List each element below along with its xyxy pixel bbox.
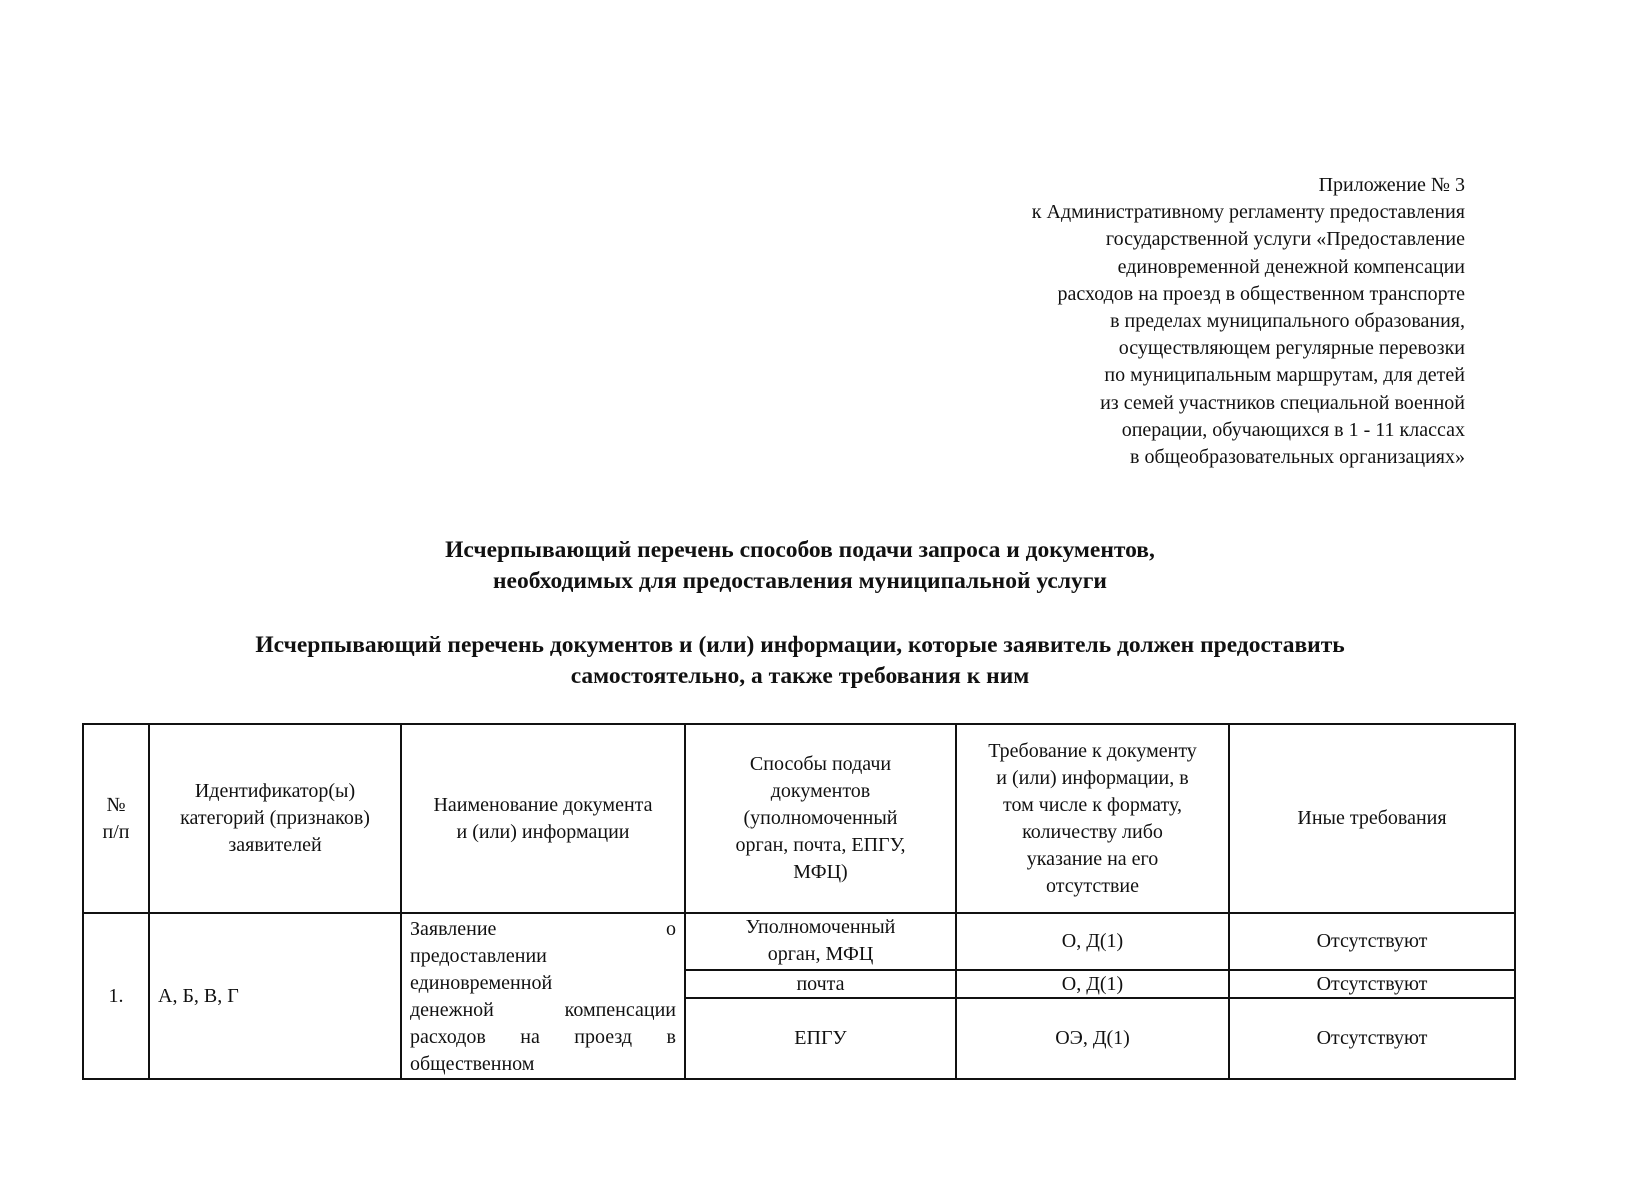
section-title bbox=[80, 630, 1520, 692]
main-title-line: Исчерпывающий перечень способов подачи запроса и документов, bbox=[445, 537, 1155, 563]
cell-requirement: О, Д(1) bbox=[956, 970, 1229, 998]
appendix-line: расходов на проезд в общественном транспорте bbox=[1057, 282, 1465, 305]
cell-requirement: О, Д(1) bbox=[956, 913, 1229, 970]
documents-table bbox=[82, 723, 1516, 1080]
appendix-line: осуществляющем регулярные перевозки bbox=[1118, 337, 1465, 360]
appendix-line: единовременной денежной компенсации bbox=[1117, 255, 1465, 278]
cell-requirement: ОЭ, Д(1) bbox=[956, 998, 1229, 1079]
header-other-requirements: Иные требования bbox=[1229, 724, 1515, 913]
table-row bbox=[83, 913, 1515, 970]
appendix-line: операции, обучающихся в 1 - 11 классах bbox=[1121, 418, 1465, 441]
table-header-row bbox=[83, 724, 1515, 913]
appendix-line: государственной услуги «Предоставление bbox=[1105, 228, 1465, 251]
header-submission-methods: Способы подачи документов (уполномоченный орган, почта, ЕПГУ, МФЦ) bbox=[685, 724, 956, 913]
section-title-line: Исчерпывающий перечень документов и (или) информации, которые заявитель должен предоставить bbox=[255, 632, 1345, 658]
cell-document-name: Заявление о предоставлении единовременной денежной компенсации расходов на проезд в общественном bbox=[401, 913, 685, 1079]
cell-row-number: 1. bbox=[83, 913, 149, 1079]
main-title bbox=[80, 535, 1520, 597]
cell-method: почта bbox=[685, 970, 956, 998]
appendix-line: по муниципальным маршрутам, для детей bbox=[1104, 364, 1465, 387]
appendix-line: к Административному регламенту предоставления bbox=[1031, 201, 1465, 224]
cell-method: ЕПГУ bbox=[685, 998, 956, 1079]
appendix-line: в пределах муниципального образования, bbox=[1110, 310, 1465, 333]
cell-applicant-categories: А, Б, В, Г bbox=[149, 913, 401, 1079]
header-categories: Идентификатор(ы) категорий (признаков) заявителей bbox=[149, 724, 401, 913]
appendix-block bbox=[905, 172, 1465, 471]
header-requirements: Требование к документу и (или) информации, в том числе к формату, количеству либо указание на его отсутствие bbox=[956, 724, 1229, 913]
header-number: № п/п bbox=[83, 724, 149, 913]
cell-method: Уполномоченный орган, МФЦ bbox=[685, 913, 956, 970]
appendix-line: из семей участников специальной военной bbox=[1100, 391, 1465, 414]
appendix-line: Приложение № 3 bbox=[1318, 174, 1465, 196]
cell-other-requirement: Отсутствуют bbox=[1229, 998, 1515, 1079]
cell-other-requirement: Отсутствуют bbox=[1229, 913, 1515, 970]
main-title-line: необходимых для предоставления муниципальной услуги bbox=[493, 568, 1107, 594]
header-document-name: Наименование документа и (или) информации bbox=[401, 724, 685, 913]
cell-other-requirement: Отсутствуют bbox=[1229, 970, 1515, 998]
section-title-line: самостоятельно, а также требования к ним bbox=[570, 663, 1030, 689]
appendix-line: в общеобразовательных организациях» bbox=[1130, 446, 1465, 469]
